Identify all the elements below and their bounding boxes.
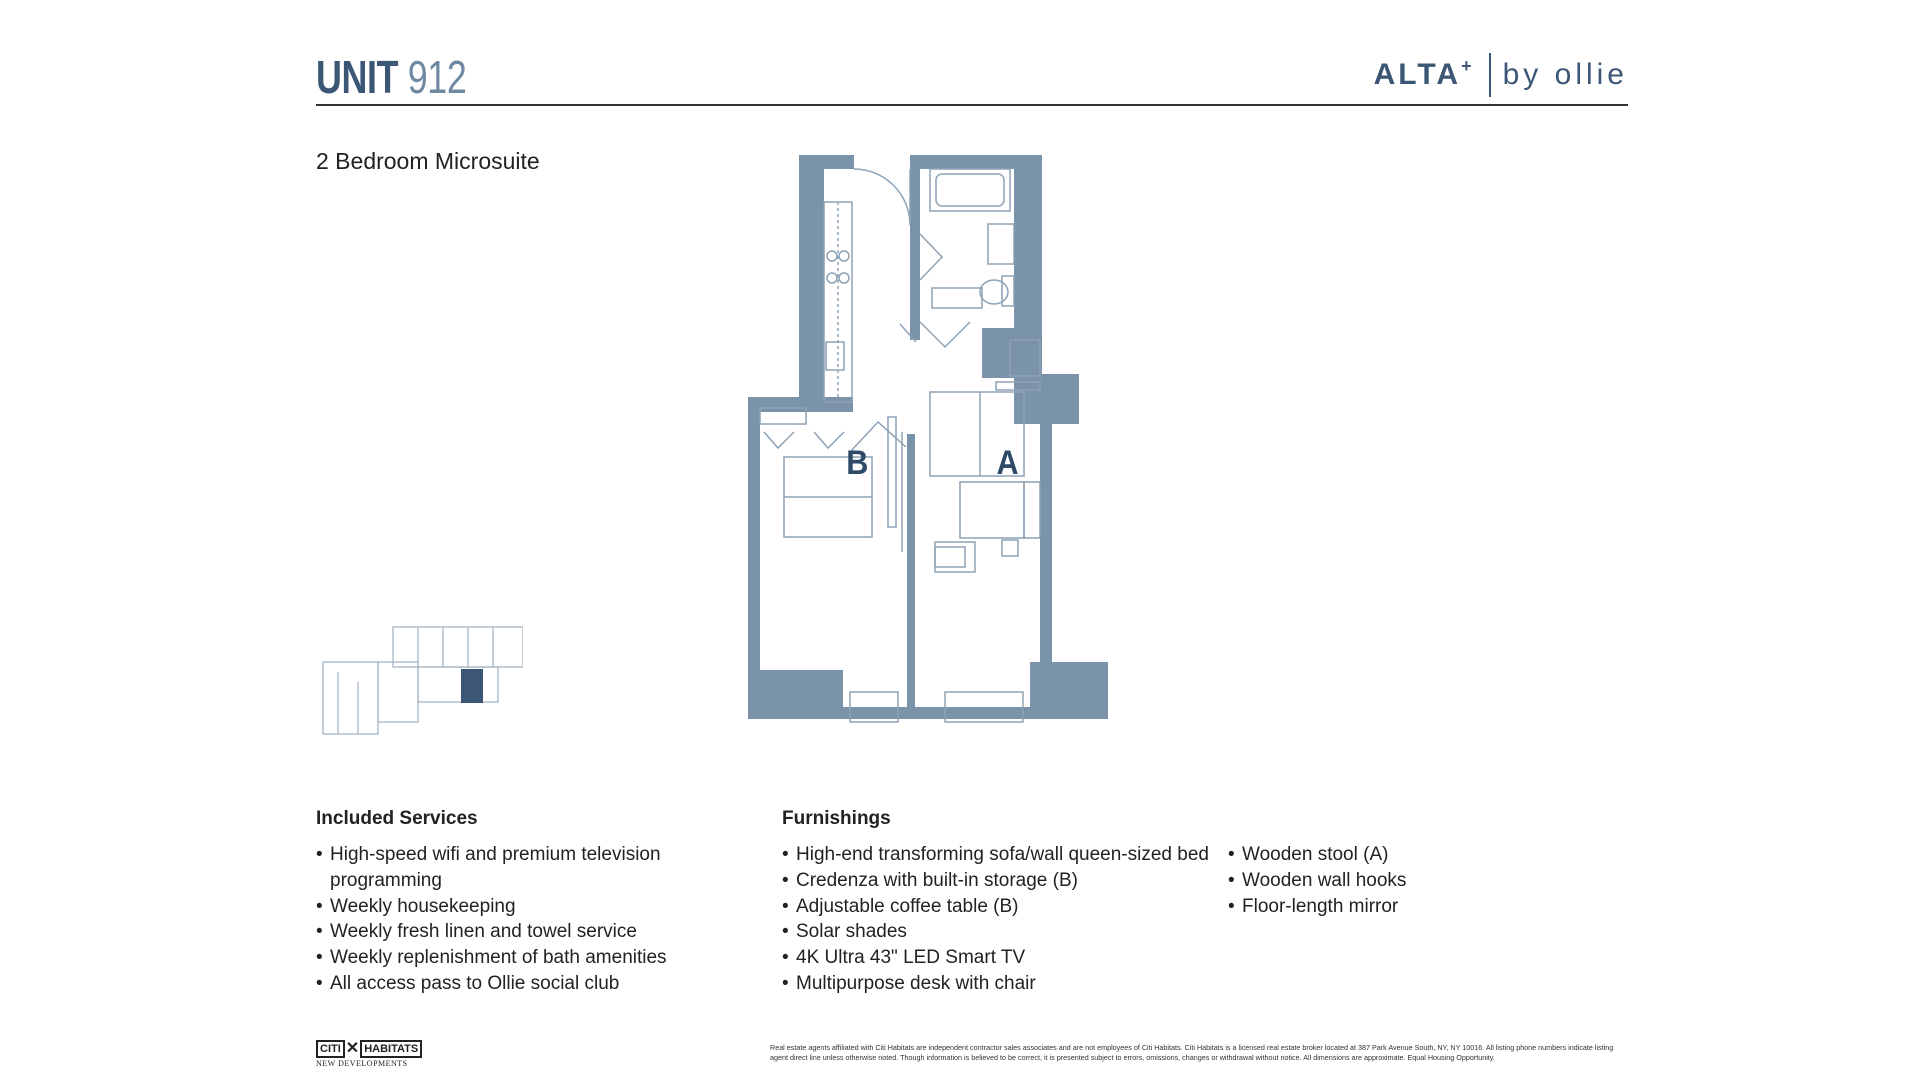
list-item: • Wooden stool (A) bbox=[1228, 842, 1448, 868]
key-plan bbox=[318, 622, 523, 737]
list-item: • Weekly replenishment of bath amenities bbox=[316, 945, 696, 971]
included-services-heading: Included Services bbox=[316, 808, 478, 829]
list-item: • High-end transforming sofa/wall queen-sized bed bbox=[782, 842, 1222, 868]
list-item: • Weekly housekeeping bbox=[316, 894, 696, 920]
citi-habitats-logo bbox=[316, 1040, 419, 1074]
floor-plan bbox=[740, 152, 1200, 732]
logo-left: CITI bbox=[316, 1040, 345, 1058]
key-plan-highlight bbox=[461, 669, 483, 703]
unit-label: UNIT bbox=[316, 51, 399, 103]
furnishings-list-col2 bbox=[1228, 842, 1448, 919]
list-item: • High-speed wifi and premium television programming bbox=[316, 842, 696, 894]
included-services-list bbox=[316, 842, 696, 997]
header bbox=[316, 48, 1628, 106]
disclaimer: Real estate agents affiliated with Citi Habitats are independent contractor sales associates and are not employees of Citi Habitats. Citi Habitats is a licensed real estate broker located at 387 Park Avenue South, NY, NY 10016. All listing phone numbers indicate listing agent direct line unless otherwise noted. Though information is believed to be correct, it is presented subject to errors, omissions, changes or withdrawal without notice. All dimensions are approximate. Equal Housing Opportunity. bbox=[770, 1043, 1614, 1062]
logo-sub: NEW DEVELOPMENTS bbox=[316, 1059, 408, 1068]
logo-x-icon: ✕ bbox=[345, 1040, 360, 1057]
list-item: • 4K Ultra 43" LED Smart TV bbox=[782, 945, 1222, 971]
room-b-label: B bbox=[846, 443, 869, 482]
unit-title bbox=[316, 50, 466, 104]
logo-right: HABITATS bbox=[360, 1040, 422, 1058]
list-item: • Floor-length mirror bbox=[1228, 894, 1448, 920]
list-item: • Multipurpose desk with chair bbox=[782, 971, 1222, 997]
brand-plus: + bbox=[1461, 56, 1475, 76]
brand-by: by ollie bbox=[1502, 58, 1628, 91]
list-item: • Solar shades bbox=[782, 919, 1222, 945]
list-item: • Wooden wall hooks bbox=[1228, 868, 1448, 894]
header-rule bbox=[316, 104, 1628, 106]
brand-name: ALTA+ bbox=[1373, 56, 1475, 91]
list-item: • All access pass to Ollie social club bbox=[316, 971, 696, 997]
furnishings-list-col1 bbox=[782, 842, 1222, 997]
list-item: • Credenza with built-in storage (B) bbox=[782, 868, 1222, 894]
list-item: • Weekly fresh linen and towel service bbox=[316, 919, 696, 945]
unit-type: 2 Bedroom Microsuite bbox=[316, 148, 540, 174]
list-item: • Adjustable coffee table (B) bbox=[782, 894, 1222, 920]
floor-plan-walls bbox=[748, 155, 1108, 719]
brand-divider bbox=[1489, 53, 1491, 97]
furnishings-heading: Furnishings bbox=[782, 808, 891, 829]
brand-logo bbox=[1374, 52, 1628, 98]
unit-number: 912 bbox=[407, 51, 467, 103]
room-a-label: A bbox=[996, 443, 1019, 482]
